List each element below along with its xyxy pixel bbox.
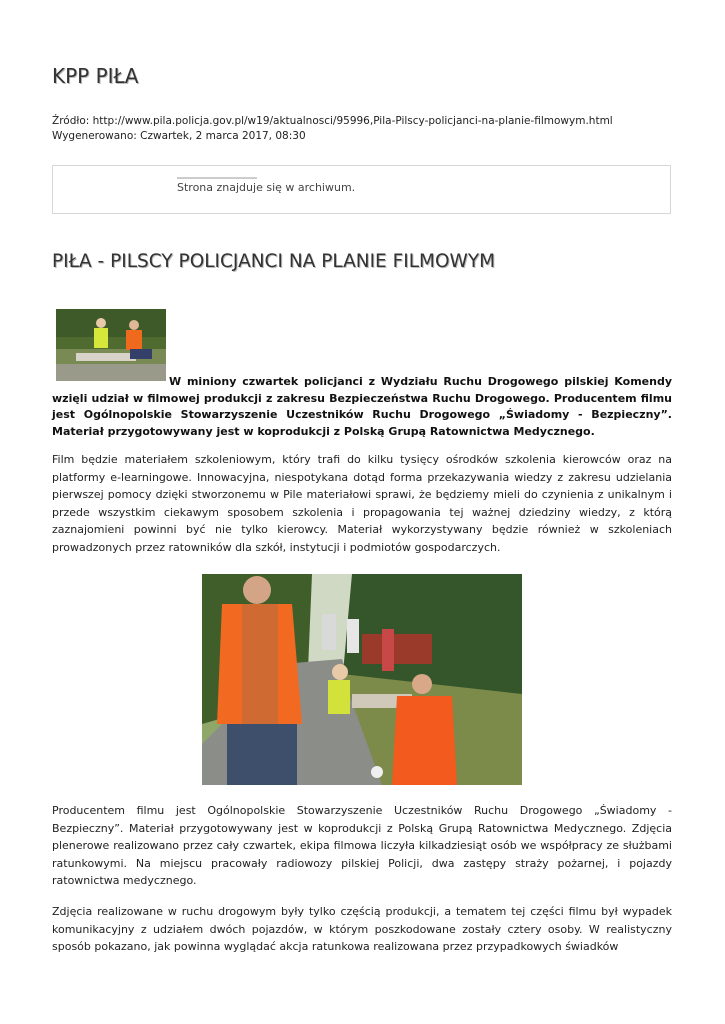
article-paragraph-2: Producentem filmu jest Ogólnopolskie Stowarzyszenie Uczestników Ruchu Drogowego „Świadomy - Bezpieczny”. Materiał przygotowywany jest w koprodukcji z Polską Grupą Ratownictwa Medycznego. Zdjęcia plenerowe realizowano przez cały czwartek, ekipa filmowa liczyła kilkadziesiąt osób we współpracy ze służbami ratunkowymi. Na miejscu pracowały radiowozy pilskiej Policji, dwa zastępy straży pożarnej, i pojazdy ratownictwa medycznego. xyxy=(52,804,672,887)
article-lead xyxy=(52,374,672,440)
source-url[interactable]: Źródło: http://www.pila.policja.gov.pl/w19/aktualnosci/95996,Pila-Pilscy-policjanci-na-planie-filmowym.html xyxy=(52,115,613,127)
page-meta xyxy=(52,114,613,144)
article-photo[interactable] xyxy=(202,574,522,785)
archive-notice-box xyxy=(52,165,671,214)
article-paragraph-3: Zdjęcia realizowane w ruchu drogowym były tylko częścią produkcji, a tematem tej części filmu był wypadek komunikacyjny z udziałem dwóch pojazdów, w którym poszkodowane zostały cztery osoby. W realistyczny sposób pokazano, jak powinna wyglądać akcja ratunkowa realizowana przez przypadkowych świadków xyxy=(52,905,672,953)
article-paragraph-1: Film będzie materiałem szkoleniowym, który trafi do kilku tysięcy ośrodków szkolenia kierowców oraz na platformy e-learningowe. Innowacyjna, niespotykana dotąd forma przekazywania wiedzy z zakresu udzielania pierwszej pomocy dzięki stworzonemu w Pile materiałowi sprawi, że będziemy mieli do czynienia z unikalnym i przede wszystkim ciekawym sposobem szkolenia i propagowania tej ważnej dziedziny wiedzy, z którą zaznajomieni powinni być nie tylko kierowcy. Materiał wykorzystywany będzie również w szkoleniach prowadzonych przez ratowników dla szkół, instytucji i podmiotów gospodarczych. xyxy=(52,453,672,554)
archive-notice: Strona znajduje się w archiwum. xyxy=(177,181,356,194)
thumbnail-photo xyxy=(56,309,166,381)
article-lead-text: W miniony czwartek policjanci z Wydziału Ruchu Drogowego pilskiej Komendy wzięli udział w filmowej produkcji z zakresu Bezpieczeństwa Ruchu Drogowego. Producentem filmu jest Ogólnopolskie Stowarzyszenie Uczestników Ruchu Drogowego „Świadomy - Bezpieczny”. Materiał przygotowywany jest w koprodukcji z Polską Grupą Ratownictwa Medycznego. xyxy=(52,375,672,438)
archive-notice-bar xyxy=(177,177,257,179)
article-thumbnail[interactable] xyxy=(56,309,166,381)
rescue-scene-photo xyxy=(202,574,522,785)
article-title: PIŁA - PILSCY POLICJANCI NA PLANIE FILMOWYM xyxy=(52,251,496,272)
generated-date: Wygenerowano: Czwartek, 2 marca 2017, 08:30 xyxy=(52,130,306,142)
site-title: KPP PIŁA xyxy=(52,64,139,88)
